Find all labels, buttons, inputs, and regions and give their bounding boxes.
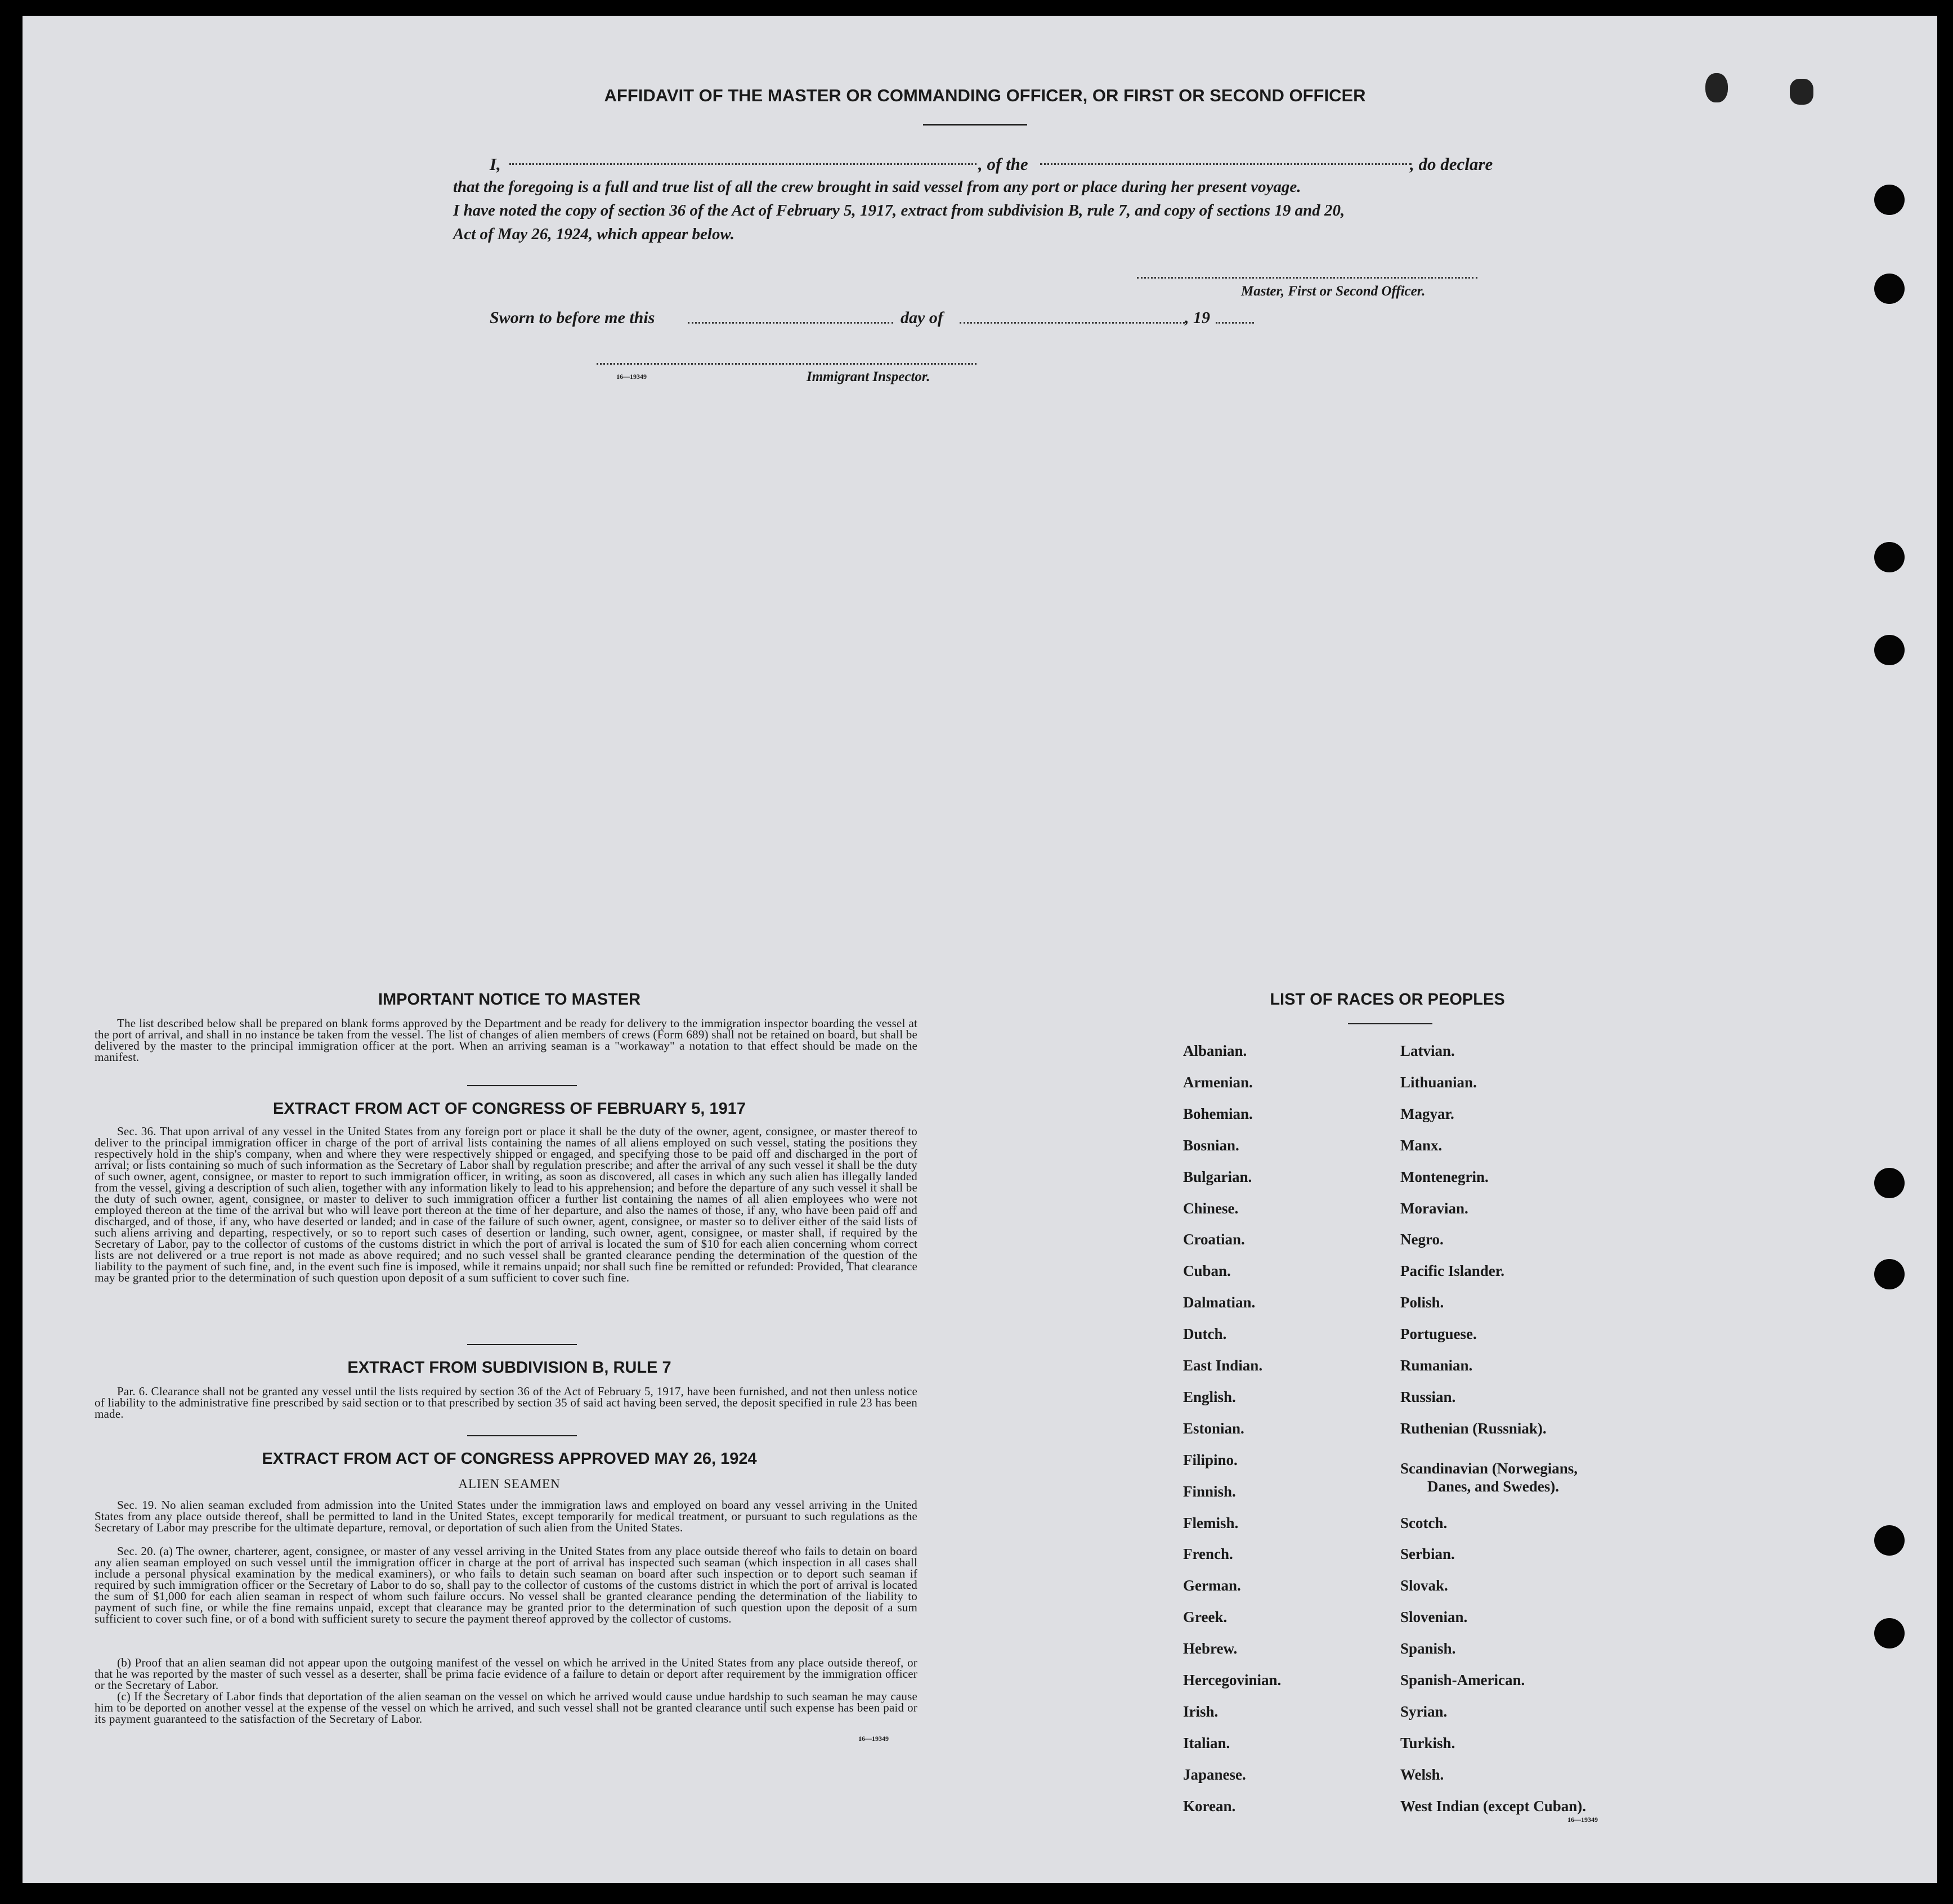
affidavit-title: AFFIDAVIT OF THE MASTER OR COMMANDING OFFICER, OR FIRST OR SECOND OFFICER <box>604 86 1366 105</box>
binder-hole <box>1874 1168 1905 1198</box>
race-entry: Polish. <box>1400 1294 1444 1311</box>
form-number-extract: 16—19349 <box>858 1735 889 1742</box>
race-entry: Finnish. <box>1183 1482 1236 1500</box>
race-entry: Slovenian. <box>1400 1609 1468 1626</box>
race-entry: Scandinavian (Norwegians, <box>1400 1460 1578 1477</box>
sworn-month-field[interactable] <box>960 322 1185 324</box>
race-entry: Italian. <box>1183 1734 1230 1751</box>
sworn-day-field[interactable] <box>688 322 893 324</box>
extract-1924-subtitle: ALIEN SEAMEN <box>458 1477 561 1491</box>
extract-1924-title: EXTRACT FROM ACT OF CONGRESS APPROVED MAY 26, 1924 <box>262 1450 757 1468</box>
sworn-label: Sworn to before me this <box>490 308 655 327</box>
race-entry: Bosnian. <box>1183 1136 1239 1154</box>
race-entry: Irish. <box>1183 1703 1219 1720</box>
inspector-signature-field[interactable] <box>597 363 976 365</box>
race-entry: Slovak. <box>1400 1577 1448 1594</box>
do-declare-label: , do declare <box>1410 154 1493 174</box>
corner-stamp-mark <box>1705 73 1728 102</box>
declaration-line-3: Act of May 26, 1924, which appear below. <box>453 225 734 243</box>
race-entry: Syrian. <box>1400 1703 1448 1720</box>
race-entry: Bohemian. <box>1183 1105 1253 1122</box>
officer-name-field[interactable] <box>509 163 976 165</box>
extract-1917-title: EXTRACT FROM ACT OF CONGRESS OF FEBRUARY 5, 1917 <box>272 1100 746 1118</box>
sworn-year-field[interactable] <box>1216 322 1254 324</box>
vessel-name-field[interactable] <box>1040 163 1412 165</box>
extract-rule7-divider <box>467 1435 577 1436</box>
master-signature-field[interactable] <box>1137 277 1477 279</box>
race-entry: Moravian. <box>1400 1199 1468 1217</box>
race-entry: Pacific Islander. <box>1400 1262 1504 1280</box>
form-number-top: 16—19349 <box>616 373 647 380</box>
race-entry: Croatian. <box>1183 1231 1245 1248</box>
race-entry: Scotch. <box>1400 1514 1448 1531</box>
race-entry: Ruthenian (Russniak). <box>1400 1419 1547 1437</box>
race-entry: Korean. <box>1183 1797 1236 1815</box>
declaration-line-1: that the foregoing is a full and true list of all the crew brought in said vessel from any port or place during her present voyage. <box>453 178 1301 196</box>
year-label: , 19 <box>1185 308 1210 327</box>
race-entry: Armenian. <box>1183 1073 1253 1091</box>
race-entry: Rumanian. <box>1400 1357 1473 1374</box>
race-entry: West Indian (except Cuban). <box>1400 1797 1587 1815</box>
master-signature-label: Master, First or Second Officer. <box>1241 284 1426 299</box>
binder-hole <box>1874 542 1905 572</box>
race-entry: German. <box>1183 1577 1241 1594</box>
race-entry: Negro. <box>1400 1231 1444 1248</box>
binder-hole <box>1874 1618 1905 1648</box>
race-entry: Cuban. <box>1183 1262 1231 1280</box>
binder-hole <box>1874 1525 1905 1556</box>
binder-hole <box>1874 635 1905 665</box>
race-entry: Chinese. <box>1183 1199 1239 1217</box>
race-entry: Magyar. <box>1400 1105 1454 1122</box>
title-divider <box>923 124 1027 126</box>
extract-1924-sec19: Sec. 19. No alien seaman excluded from admission into the United States under the immigration laws and employed on board any vessel arriving in the United States from any place outside thereof, shall be permitted to land in the United States, except temporarily for medical treatment, or pursuant to such regulations as the Secretary of Labor may prescribe for the ultimate departure, removal, or deportation of such alien from the United States. <box>95 1498 917 1534</box>
extract-1917-divider <box>467 1344 577 1345</box>
notice-text: The list described below shall be prepared on blank forms approved by the Department and be ready for delivery to the immigration inspector boarding the vessel at the port of arrival, and shall in no instance be taken from the vessel. The list of changes of alien members of crews (Form 689) shall not be retained on board, but shall be delivered by the master to the principal immigration officer at the port. When an arriving seaman is a "workaway" a notation to that effect should be made on the manifest. <box>95 1016 917 1064</box>
race-entry: Serbian. <box>1400 1545 1455 1563</box>
race-entry: Hercegovinian. <box>1183 1672 1282 1688</box>
form-number-races: 16—19349 <box>1567 1816 1598 1824</box>
race-entry: Japanese. <box>1183 1766 1246 1783</box>
race-entry: Spanish-American. <box>1400 1672 1525 1688</box>
races-divider <box>1348 1023 1432 1024</box>
race-entry: Russian. <box>1400 1388 1456 1405</box>
race-entry: Lithuanian. <box>1400 1073 1477 1091</box>
race-entry: Spanish. <box>1400 1640 1456 1657</box>
extract-1924-sec20a: Sec. 20. (a) The owner, charterer, agent, consignee, or master of any vessel arriving in the United States from any place outside thereof who fails to detain on board any alien seaman employed on such vessel until the immigration officer in charge at the port of arrival has inspected such seaman (which inspection in all cases shall include a personal physical examination by the medical examiners), or who fails to detain such seaman on board after such inspection or to deport such seaman if required by such immigration officer or the Secretary of Labor to do so, shall pay to the collector of customs of the customs district in which the port of arrival is located the sum of $1,000 for each alien seaman in respect of whom such failure occurs. No vessel shall be granted clearance pending the determination of the liability to payment of such fine, or while the fine remains unpaid, except that clearance may be granted prior to the determination of such question upon the deposit of a sum sufficient to cover such fine, or of a bond with sufficient surety to secure the payment thereof approved by the collector of customs. <box>95 1544 917 1625</box>
race-entry: Albanian. <box>1183 1042 1247 1059</box>
race-entry: Portuguese. <box>1400 1325 1477 1343</box>
extract-1924-sec20c: (c) If the Secretary of Labor finds that deportation of the alien seaman on the vessel on which he arrived would cause undue hardship to such seaman he may cause him to be deported on another vessel at the expense of the vessel on which he arrived, and such vessel shall not be granted clearance until such expense has been paid or its payment guaranteed to the satisfaction of the Secretary of Labor. <box>95 1690 917 1726</box>
i-label: I, <box>490 154 501 174</box>
day-of-label: day of <box>901 308 943 327</box>
extract-1924-sec20b: (b) Proof that an alien seaman did not appear upon the outgoing manifest of the vessel on which he arrived in the United States from any place outside thereof, or that he was reported by the master of such vessel as a deserter, shall be prima facie evidence of a failure to detain or deport after requirement by the immigration officer or the Secretary of Labor. <box>95 1656 917 1692</box>
notice-divider <box>467 1085 577 1086</box>
race-entry: Dutch. <box>1183 1325 1227 1343</box>
race-entry: Turkish. <box>1400 1734 1455 1751</box>
race-entry: Manx. <box>1400 1136 1443 1154</box>
race-entry: French. <box>1183 1545 1233 1563</box>
binder-hole <box>1874 1259 1905 1289</box>
race-entry: Estonian. <box>1183 1419 1244 1437</box>
race-entry: Bulgarian. <box>1183 1168 1252 1185</box>
binder-hole <box>1874 274 1905 304</box>
binder-hole <box>1874 185 1905 215</box>
race-entry: Dalmatian. <box>1183 1294 1256 1311</box>
races-title: LIST OF RACES OR PEOPLES <box>1270 991 1505 1009</box>
race-entry: Montenegrin. <box>1400 1168 1489 1185</box>
notice-title: IMPORTANT NOTICE TO MASTER <box>378 991 641 1009</box>
extract-1917-text: Sec. 36. That upon arrival of any vessel in the United States from any foreign port or place it shall be the duty of the owner, agent, consignee, or master thereof to deliver to the principal immigration officer in charge of the port of arrival lists containing the names of all aliens employed on such vessel, stating the positions they respectively hold in the ship's company, when and where they were respectively shipped or engaged, and specifying those to be paid off and discharged in the port of arrival; or lists containing so much of such information as the Secretary of Labor shall by regulation prescribe; and after the arrival of any such vessel it shall be the duty of such owner, agent, consignee, or master to report to such immigration officer, in writing, as soon as discovered, all cases in which any such alien has illegally landed from the vessel, giving a description of such alien, together with any information likely to lead to his apprehension; and before the departure of any such vessel it shall be the duty of such owner, agent, consignee, or master to deliver to such immigration officer a further list containing the names of all alien employees who were not employed thereon at the time of the arrival but who will leave port thereon at the time of her departure, and also the names of those, if any, who have been paid off and discharged, and of those, if any, who have deserted or landed; and in case of the failure of such owner, agent, consignee, or master so to deliver either of the said lists of such aliens arriving and departing, respectively, or so to report such cases of desertion or landing, such owner, agent, consignee, or master shall, if required by the Secretary of Labor, pay to the collector of customs of the customs district in which the port of arrival is located the sum of $10 for each alien concerning whom correct lists are not delivered or a true report is not made as above required; and no such vessel shall be granted clearance pending the determination of the question of the liability to the payment of such fine, and, in the event such fine is imposed, while it remains unpaid; nor shall such fine be remitted or refunded: Provided, That clearance may be granted prior to the determination of such question upon deposit of a sum sufficient to cover such fine. <box>95 1125 917 1284</box>
race-entry: Latvian. <box>1400 1042 1455 1059</box>
extract-rule7-text: Par. 6. Clearance shall not be granted any vessel until the lists required by section 36 of the Act of February 5, 1917, have been furnished, and not then unless notice of liability to the administrative fine prescribed by said section or to that prescribed by section 35 of said act having been served, the deposit specified in rule 23 has been made. <box>95 1385 917 1421</box>
race-entry: Filipino. <box>1183 1451 1238 1468</box>
race-entry: Hebrew. <box>1183 1640 1238 1657</box>
corner-stamp-mark <box>1790 79 1813 105</box>
race-entry: English. <box>1183 1388 1236 1405</box>
race-entry: Welsh. <box>1400 1766 1444 1783</box>
race-entry: Greek. <box>1183 1609 1228 1626</box>
extract-rule7-title: EXTRACT FROM SUBDIVISION B, RULE 7 <box>347 1359 671 1377</box>
race-entry: Danes, and Swedes). <box>1427 1478 1560 1495</box>
race-entry: East Indian. <box>1183 1357 1263 1374</box>
race-entry: Flemish. <box>1183 1514 1239 1531</box>
of-the-label: , of the <box>978 154 1028 174</box>
inspector-label: Immigrant Inspector. <box>807 369 930 384</box>
declaration-line-2: I have noted the copy of section 36 of the Act of February 5, 1917, extract from subdivision B, rule 7, and copy of sections 19 and 20, <box>453 201 1345 219</box>
